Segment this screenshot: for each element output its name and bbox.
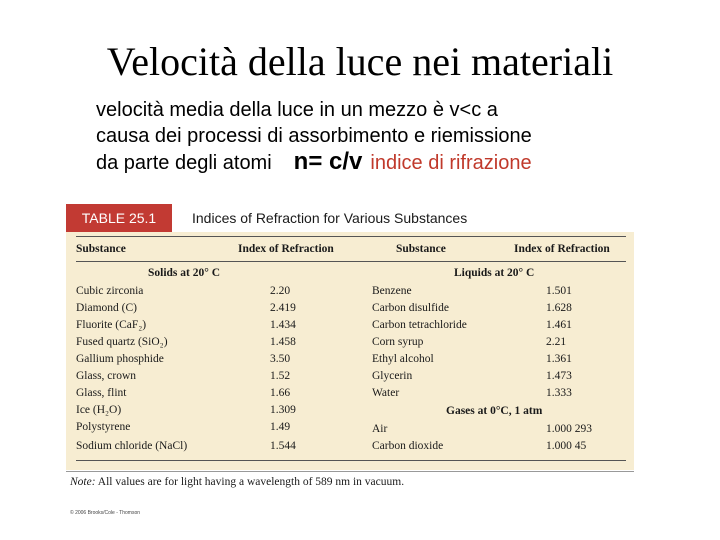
table-row-substance: Cubic zirconia (76, 285, 144, 297)
table-row-index: 1.49 (270, 421, 291, 433)
section-liquids: Liquids at 20° C (454, 267, 535, 279)
section-gases: Gases at 0°C, 1 atm (446, 405, 543, 417)
intro-line-2: causa dei processi di assorbimento e riemissione (96, 125, 532, 147)
table-row-index: 1.361 (546, 353, 572, 365)
table-row-substance: Gallium phosphide (76, 353, 164, 365)
table-tag (66, 204, 172, 232)
table-row-index: 1.000 293 (546, 423, 592, 435)
intro-line-1: velocità media della luce in un mezzo è v<c a (96, 99, 498, 121)
note-text: All values are for light having a wavelength of 589 nm in vacuum. (95, 476, 405, 488)
table-row-index: 2.20 (270, 285, 291, 297)
table-header-rule (76, 261, 626, 262)
table-caption-label: Indices of Refraction for Various Substances (192, 210, 468, 226)
note-divider (66, 471, 634, 472)
table-row-index: 1.628 (546, 302, 572, 314)
slide-title: Velocità della luce nei materiali (106, 39, 614, 84)
table-row-index: 1.544 (270, 440, 296, 452)
table-row-index: 1.000 45 (546, 440, 587, 452)
table-row-index: 3.50 (270, 353, 291, 365)
table-row-substance: Diamond (C) (76, 302, 138, 314)
table-caption (176, 204, 634, 232)
table-header-bar (66, 204, 634, 232)
table-row-index: 1.461 (546, 319, 572, 331)
table-row-index: 1.333 (546, 387, 572, 399)
table-row-substance: Corn syrup (372, 336, 424, 348)
table-row-substance: Benzene (372, 285, 412, 297)
intro-text (96, 97, 716, 176)
copyright: © 2006 Brooks/Cole - Thomson (70, 510, 141, 516)
table-row-index: 2.21 (546, 336, 567, 348)
table-note (70, 476, 404, 488)
table-row-substance: Carbon dioxide (372, 440, 444, 452)
table-row-substance: Glass, flint (76, 387, 127, 399)
table-row-substance: Ethyl alcohol (372, 353, 434, 365)
table-row-index: 1.473 (546, 370, 572, 382)
col-header-index-right: Index of Refraction (514, 243, 610, 255)
table-row-index: 1.434 (270, 319, 296, 331)
table-row-substance: Carbon disulfide (372, 302, 449, 314)
table-row-index: 1.52 (270, 370, 291, 382)
refraction-table (66, 204, 634, 470)
intro-line-3-text: da parte degli atomi (96, 152, 272, 174)
table-row-substance: Fluorite (CaF₂) (76, 319, 147, 331)
table-row-index: 1.501 (546, 285, 572, 297)
refraction-index-label: indice di rifrazione (370, 152, 532, 174)
table-row-substance: Sodium chloride (NaCl) (76, 440, 188, 452)
table-row-substance: Water (372, 387, 400, 399)
col-header-substance-left: Substance (76, 243, 126, 255)
refraction-formula: n= c/v (293, 148, 363, 175)
table-row-substance: Polystyrene (76, 421, 131, 433)
col-header-index-left: Index of Refraction (238, 243, 334, 255)
table-row-index: 1.309 (270, 404, 296, 416)
table-top-rule (76, 236, 626, 237)
section-solids: Solids at 20° C (148, 267, 221, 279)
table-row-index: 1.66 (270, 387, 291, 399)
table-row-index: 2.419 (270, 302, 296, 314)
table-row-substance: Carbon tetrachloride (372, 319, 467, 331)
note-label: Note: (70, 476, 96, 488)
col-header-substance-right: Substance (396, 243, 446, 255)
intro-line-3 (96, 149, 716, 176)
table-row-substance: Glycerin (372, 370, 413, 382)
table-bottom-rule (76, 460, 626, 461)
table-tag-label: TABLE 25.1 (81, 210, 157, 226)
table-row-substance: Ice (H₂O) (76, 404, 122, 416)
table-row-substance: Air (372, 423, 388, 435)
table-row-substance: Glass, crown (76, 370, 137, 382)
table-row-index: 1.458 (270, 336, 296, 348)
table-row-substance: Fused quartz (SiO₂) (76, 336, 168, 348)
